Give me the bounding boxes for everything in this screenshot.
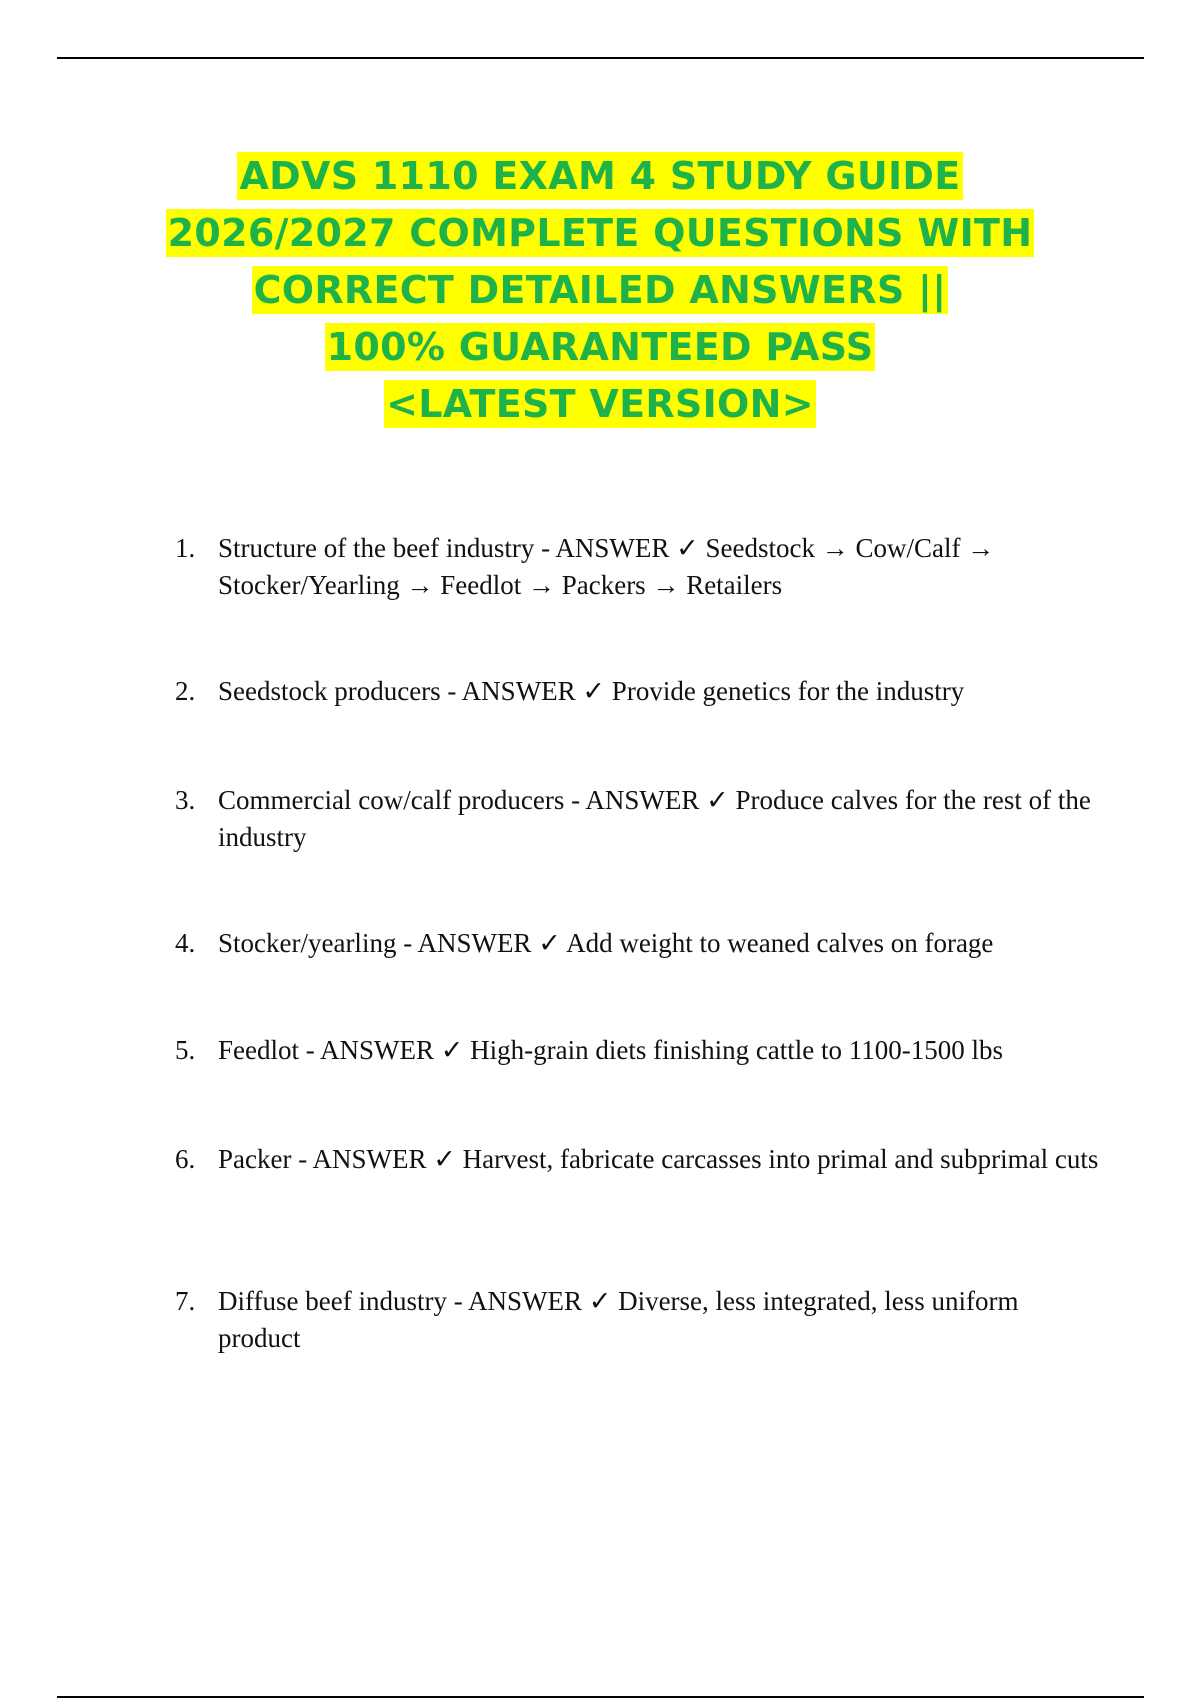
qa-item-3 (175, 782, 1105, 856)
qa-item-4 (175, 925, 1105, 962)
top-rule (57, 57, 1144, 59)
title-line: <LATEST VERSION> (386, 382, 814, 426)
item-number: 6. (175, 1144, 196, 1174)
item-number: 5. (175, 1035, 196, 1065)
item-text: Commercial cow/calf producers - ANSWER ✓ Produce calves for the rest of the industry (218, 785, 1091, 852)
qa-item-6 (175, 1141, 1105, 1178)
item-number: 1. (175, 533, 196, 563)
qa-item-7 (175, 1283, 1105, 1357)
qa-item-1 (175, 530, 1105, 604)
item-text: Structure of the beef industry - ANSWER ✓ Seedstock → Cow/Calf → Stocker/Yearling → Feedlot → Packers → Retailers (218, 533, 995, 600)
item-number: 3. (175, 785, 196, 815)
item-number: 4. (175, 928, 196, 958)
item-text: Packer - ANSWER ✓ Harvest, fabricate carcasses into primal and subprimal cuts (218, 1144, 1099, 1174)
title-line: CORRECT DETAILED ANSWERS || (253, 268, 947, 312)
item-text: Seedstock producers - ANSWER ✓ Provide genetics for the industry (218, 676, 965, 706)
title-line: 100% GUARANTEED PASS (326, 325, 874, 369)
document-title (100, 148, 1100, 433)
title-line: ADVS 1110 EXAM 4 STUDY GUIDE (239, 154, 961, 198)
item-text: Diffuse beef industry - ANSWER ✓ Diverse, less integrated, less uniform product (218, 1286, 1019, 1353)
bottom-rule (57, 1696, 1144, 1698)
qa-item-2 (175, 673, 1105, 710)
item-text: Stocker/yearling - ANSWER ✓ Add weight to weaned calves on forage (218, 928, 994, 958)
title-line: 2026/2027 COMPLETE QUESTIONS WITH (167, 211, 1033, 255)
item-text: Feedlot - ANSWER ✓ High-grain diets finishing cattle to 1100-1500 lbs (218, 1035, 1004, 1065)
qa-item-5 (175, 1032, 1105, 1069)
item-number: 7. (175, 1286, 196, 1316)
item-number: 2. (175, 676, 196, 706)
